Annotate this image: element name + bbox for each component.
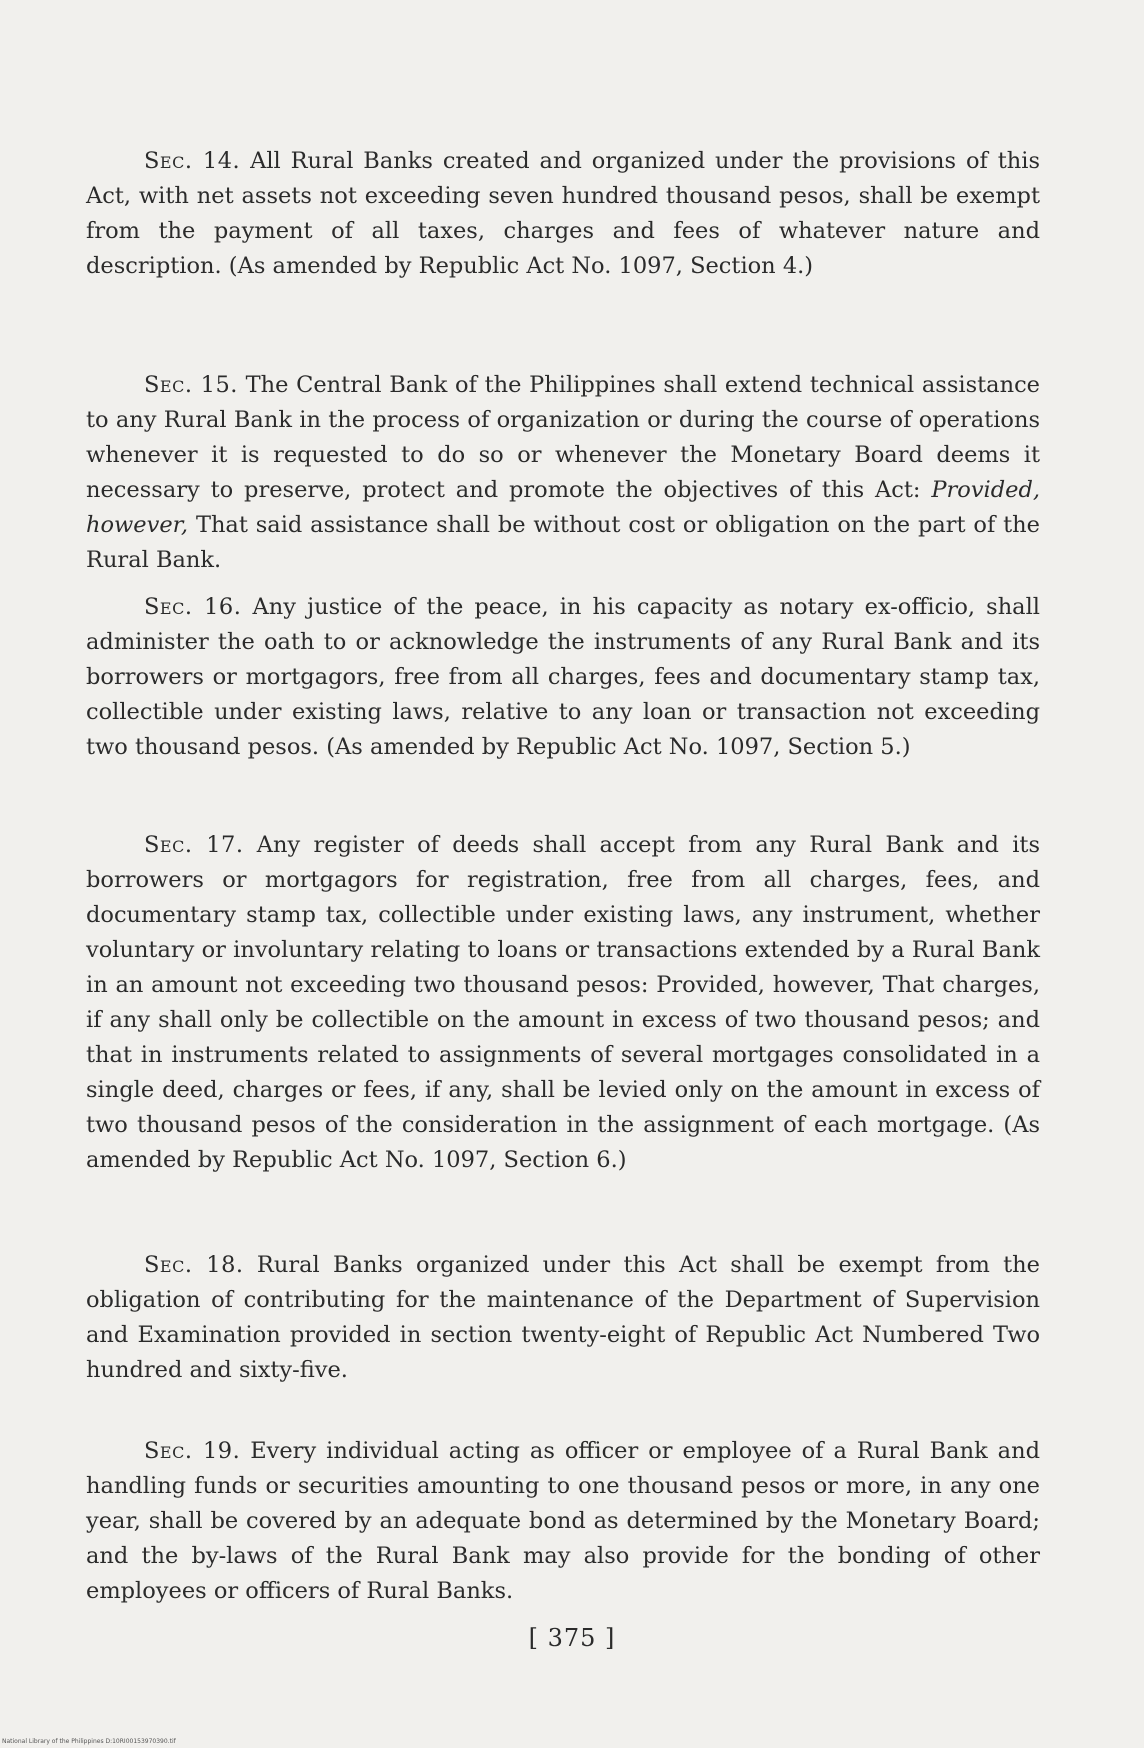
section-text: Every individual acting as officer or employee of a Rural Bank and handling funds or securities amounting to one thousand pesos or more, in any one year, shall be covered by an adequate bond as determined by the Monetary Board; and the by-laws of the Rural Bank may also provide for the bonding of other employees or officers of Rural Banks. xyxy=(86,1438,1040,1604)
section-label: Sec. 14. xyxy=(144,148,241,174)
proviso-emphasis: Provided, however, xyxy=(86,477,1040,538)
section-text: All Rural Banks created and organized under the provisions of this Act, with net assets not exceeding seven hundred thousand pesos, shall be exempt from the payment of all taxes, charges and fees of whatever nature and description. (As amended by Republic Act No. 1097, Section 4.) xyxy=(86,148,1040,279)
section-label: Sec. 18. xyxy=(144,1252,244,1278)
section-text: Rural Banks organized under this Act shall be exempt from the obligation of contributing for the maintenance of the Department of Supervision and Examination provided in section twenty-eight of Republic Act Numbered Two hundred and sixty-five. xyxy=(86,1252,1040,1383)
section-label: Sec. 15. xyxy=(144,372,238,398)
section-label: Sec. 19. xyxy=(144,1438,241,1464)
section-15 xyxy=(86,368,1040,578)
section-14 xyxy=(86,144,1040,284)
section-17 xyxy=(86,828,1040,1178)
section-text: Any justice of the peace, in his capacity as notary ex-officio, shall administer the oath to or acknowledge the instruments of any Rural Bank and its borrowers or mortgagors, free from all charges, fees and documentary stamp tax, collectible under existing laws, relative to any loan or transaction not exceeding two thousand pesos. (As amended by Republic Act No. 1097, Section 5.) xyxy=(86,594,1040,760)
section-text: Any register of deeds shall accept from any Rural Bank and its borrowers or mortgagors for registration, free from all charges, fees, and documentary stamp tax, collectible under existing laws, any instrument, whether voluntary or involuntary relating to loans or transactions extended by a Rural Bank in an amount not exceeding two thousand pesos: Provided, however, That charges, if any shall only be collectible on the amount in excess of two thousand pesos; and that in instruments related to assignments of several mortgages consolidated in a single deed, charges or fees, if any, shall be levied only on the amount in excess of two thousand pesos of the consideration in the assignment of each mortgage. (As amended by Republic Act No. 1097, Section 6.) xyxy=(86,832,1040,1173)
scan-footer-note: National Library of the Philippines D:10RI00153970390.tif xyxy=(2,1738,176,1745)
section-text: The Central Bank of the Philippines shall extend technical assistance to any Rural Bank in the process of organization or during the course of operations whenever it is requested to do so or whenever the Monetary Board deems it necessary to preserve, protect and promote the objectives of this Act: xyxy=(86,372,1040,503)
section-label: Sec. 16. xyxy=(144,594,242,620)
section-label: Sec. 17. xyxy=(144,832,244,858)
section-16 xyxy=(86,590,1040,765)
section-text-continued: That said assistance shall be without cost or obligation on the part of the Rural Bank. xyxy=(86,512,1040,573)
section-18 xyxy=(86,1248,1040,1388)
page-number: [ 375 ] xyxy=(528,1624,616,1652)
section-19 xyxy=(86,1434,1040,1609)
